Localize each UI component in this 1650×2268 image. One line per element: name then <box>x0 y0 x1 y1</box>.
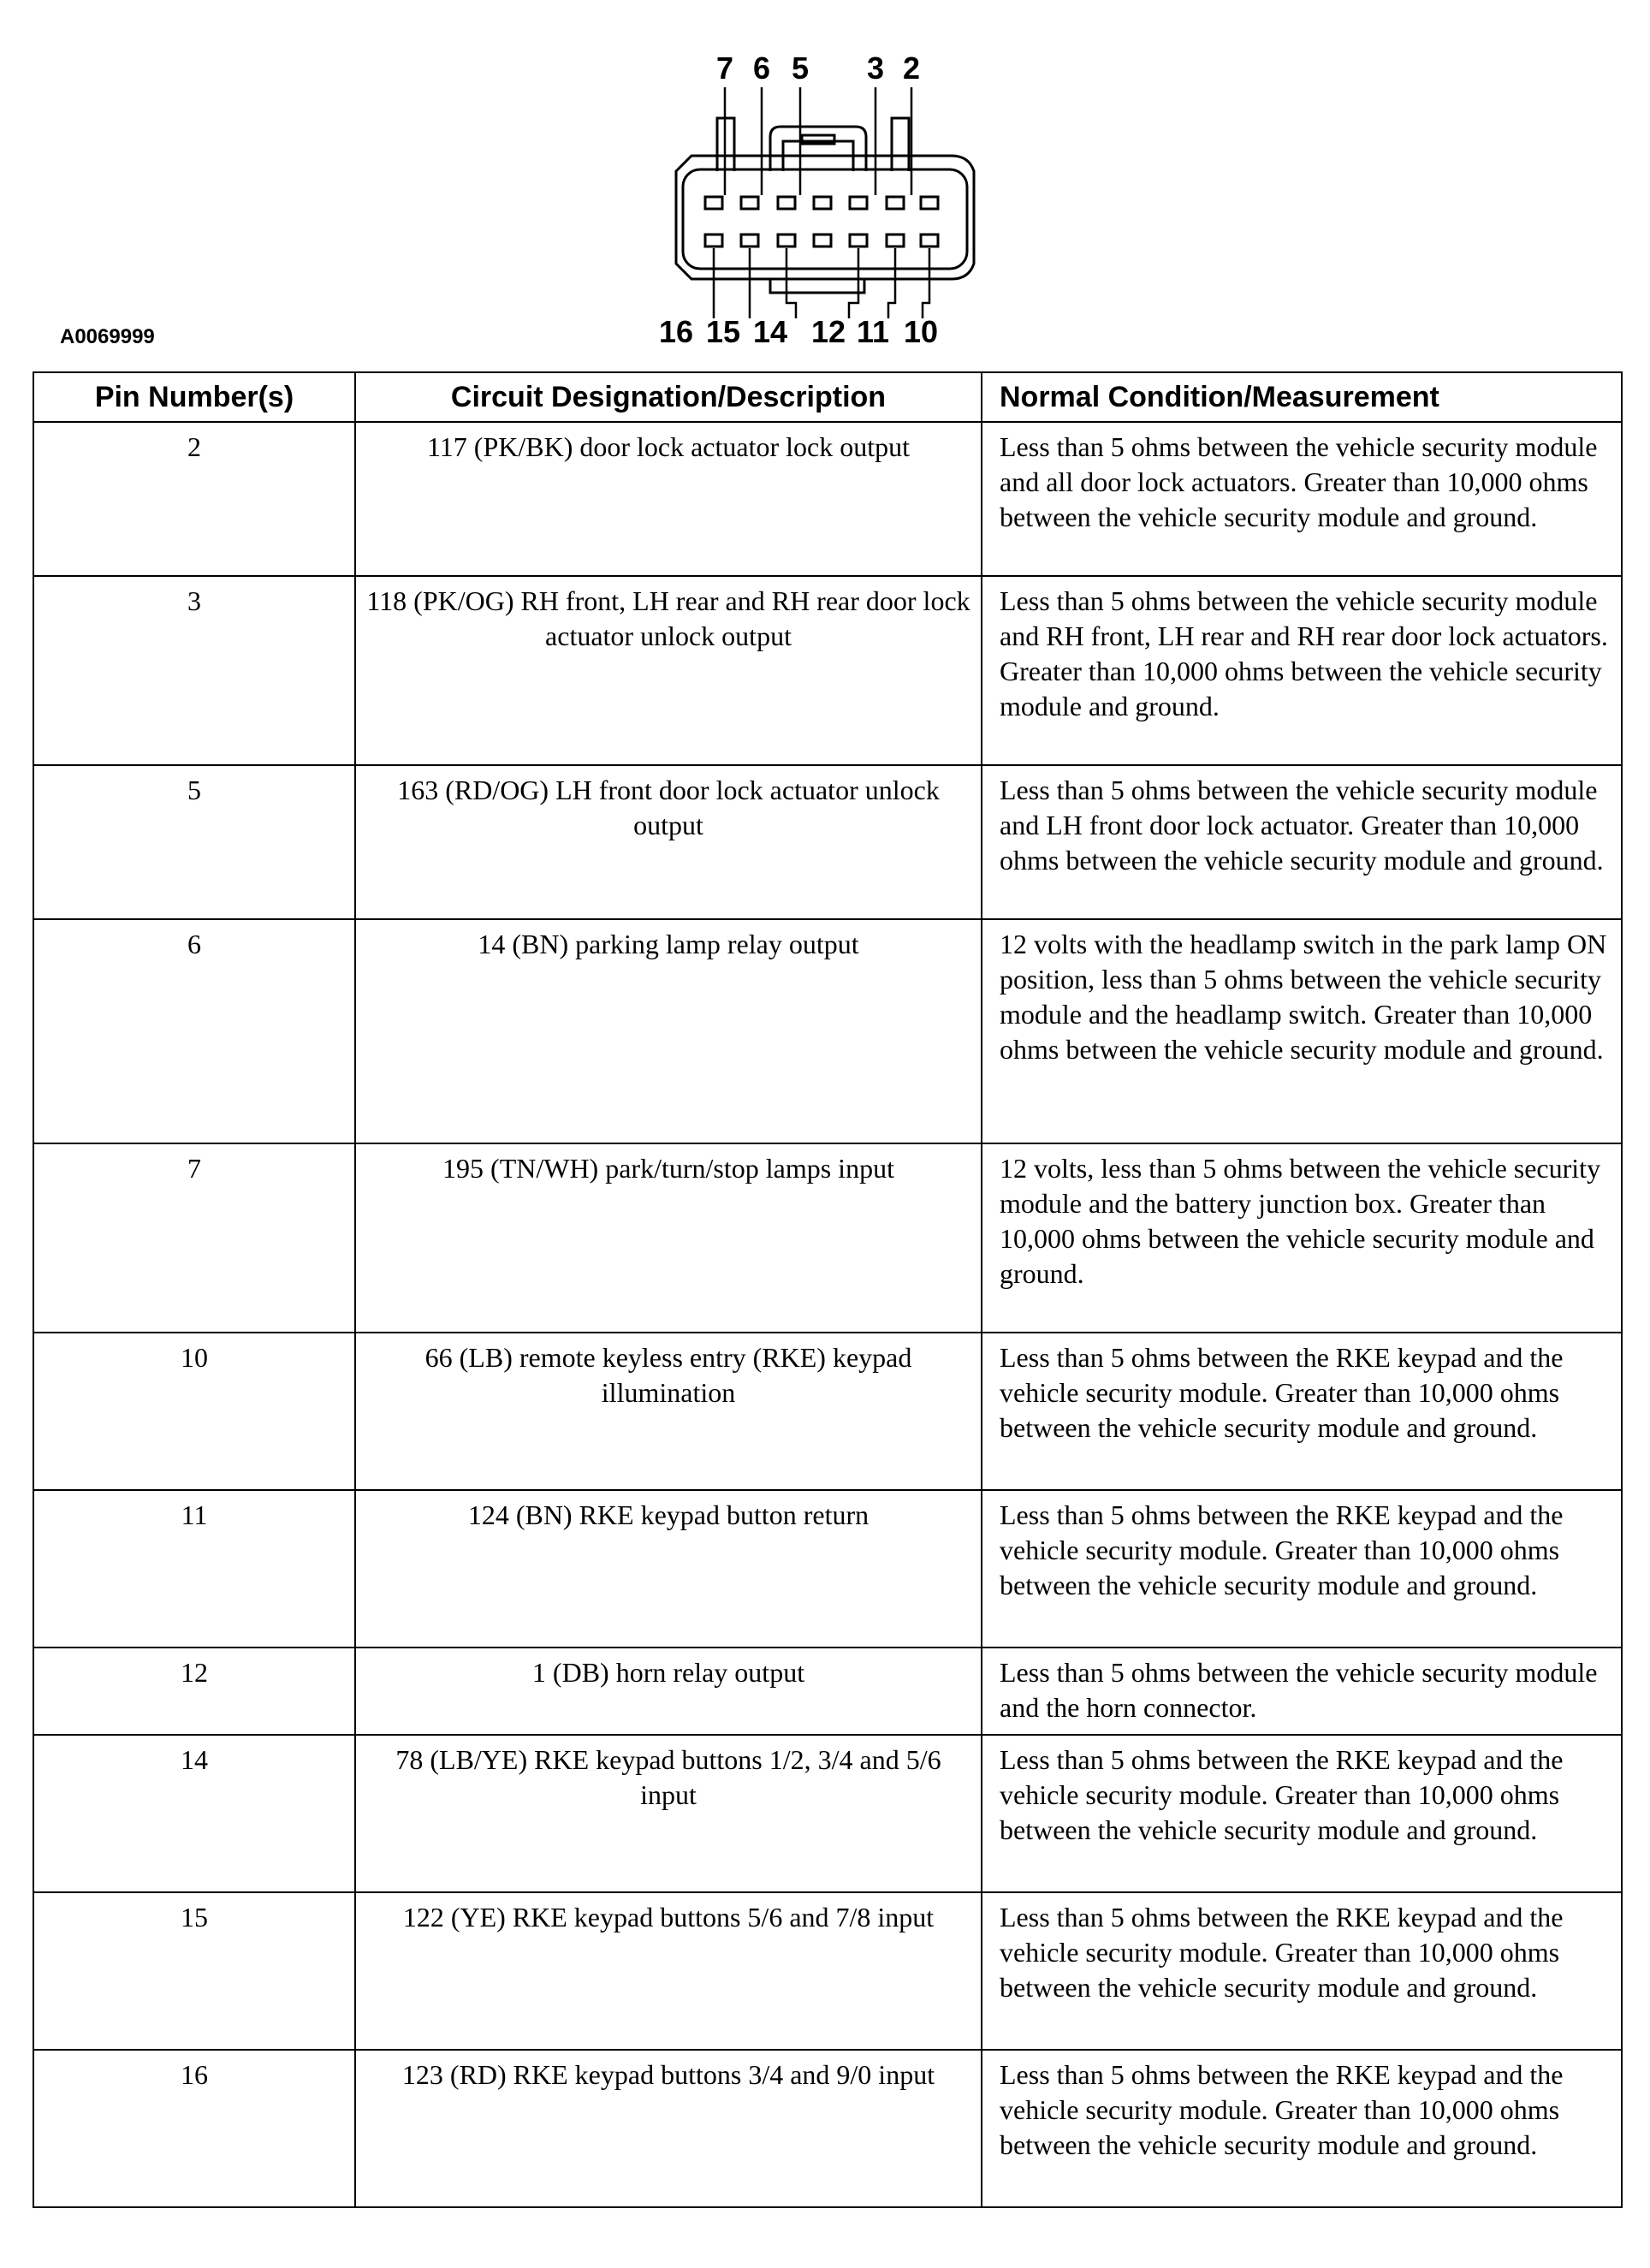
table-row <box>33 2050 1622 2207</box>
table-header-row <box>33 372 1622 422</box>
pin-number-cell: 14 <box>33 1735 355 1892</box>
table-row <box>33 576 1622 765</box>
figure-reference-id: A0069999 <box>60 325 155 348</box>
pin-label-14: 14 <box>752 314 788 349</box>
circuit-cell: 1 (DB) horn relay output <box>355 1648 982 1735</box>
condition-cell: Less than 5 ohms between the vehicle security module and the horn connector. <box>982 1648 1622 1735</box>
pin-number-cell: 16 <box>33 2050 355 2207</box>
pin-label-16: 16 <box>658 314 694 349</box>
circuit-cell: 78 (LB/YE) RKE keypad buttons 1/2, 3/4 and 5/6 input <box>355 1735 982 1892</box>
pin-label-6: 6 <box>752 51 771 86</box>
condition-cell: Less than 5 ohms between the RKE keypad and the vehicle security module. Greater than 10,000 ohms between the vehicle security module and ground. <box>982 1735 1622 1892</box>
pin-number-cell: 10 <box>33 1333 355 1490</box>
header-condition: Normal Condition/Measurement <box>982 372 1622 422</box>
pin-label-5: 5 <box>791 51 810 86</box>
pin-number-cell: 11 <box>33 1490 355 1648</box>
pin-number-cell: 6 <box>33 919 355 1143</box>
condition-cell: Less than 5 ohms between the vehicle security module and LH front door lock actuator. Greater than 10,000 ohms between the vehicle security module and ground. <box>982 765 1622 919</box>
condition-cell: 12 volts, less than 5 ohms between the vehicle security module and the battery junction box. Greater than 10,000 ohms between the vehicle security module and ground. <box>982 1143 1622 1333</box>
pin-label-15: 15 <box>705 314 741 349</box>
circuit-cell: 118 (PK/OG) RH front, LH rear and RH rear door lock actuator unlock output <box>355 576 982 765</box>
circuit-cell: 122 (YE) RKE keypad buttons 5/6 and 7/8 input <box>355 1892 982 2050</box>
pin-number-cell: 2 <box>33 422 355 576</box>
pin-label-7: 7 <box>715 51 734 86</box>
circuit-cell: 14 (BN) parking lamp relay output <box>355 919 982 1143</box>
table-row <box>33 1735 1622 1892</box>
table-row <box>33 1143 1622 1333</box>
pin-leader-lines <box>714 87 929 318</box>
circuit-cell: 117 (PK/BK) door lock actuator lock output <box>355 422 982 576</box>
pin-number-cell: 7 <box>33 1143 355 1333</box>
table-row <box>33 1892 1622 2050</box>
table-row <box>33 765 1622 919</box>
condition-cell: Less than 5 ohms between the RKE keypad and the vehicle security module. Greater than 10,000 ohms between the vehicle security module and ground. <box>982 2050 1622 2207</box>
condition-cell: Less than 5 ohms between the vehicle security module and RH front, LH rear and RH rear door lock actuators. Greater than 10,000 ohms between the vehicle security module and ground. <box>982 576 1622 765</box>
circuit-cell: 66 (LB) remote keyless entry (RKE) keypad illumination <box>355 1333 982 1490</box>
pin-number-cell: 12 <box>33 1648 355 1735</box>
pin-description-table <box>33 371 1623 2208</box>
condition-cell: Less than 5 ohms between the RKE keypad and the vehicle security module. Greater than 10,000 ohms between the vehicle security module and ground. <box>982 1333 1622 1490</box>
condition-cell: 12 volts with the headlamp switch in the park lamp ON position, less than 5 ohms between the vehicle security module and the headlamp switch. Greater than 10,000 ohms between the vehicle security module and ground. <box>982 919 1622 1143</box>
table-row <box>33 422 1622 576</box>
circuit-cell: 163 (RD/OG) LH front door lock actuator unlock output <box>355 765 982 919</box>
circuit-cell: 123 (RD) RKE keypad buttons 3/4 and 9/0 input <box>355 2050 982 2207</box>
condition-cell: Less than 5 ohms between the vehicle security module and all door lock actuators. Greater than 10,000 ohms between the vehicle security module and ground. <box>982 422 1622 576</box>
circuit-cell: 124 (BN) RKE keypad button return <box>355 1490 982 1648</box>
pin-number-cell: 3 <box>33 576 355 765</box>
condition-cell: Less than 5 ohms between the RKE keypad and the vehicle security module. Greater than 10,000 ohms between the vehicle security module and ground. <box>982 1490 1622 1648</box>
pin-label-10: 10 <box>903 314 939 349</box>
table-row <box>33 919 1622 1143</box>
pin-label-11: 11 <box>856 314 890 349</box>
table-row <box>33 1333 1622 1490</box>
table-row <box>33 1490 1622 1648</box>
header-circuit: Circuit Designation/Description <box>355 372 982 422</box>
table-row <box>33 1648 1622 1735</box>
pin-number-cell: 15 <box>33 1892 355 2050</box>
pin-label-3: 3 <box>866 51 885 86</box>
pin-label-2: 2 <box>902 51 921 86</box>
pin-label-12: 12 <box>810 314 846 349</box>
connector-diagram <box>633 51 1010 351</box>
condition-cell: Less than 5 ohms between the RKE keypad and the vehicle security module. Greater than 10,000 ohms between the vehicle security module and ground. <box>982 1892 1622 2050</box>
header-pin-number: Pin Number(s) <box>33 372 355 422</box>
pin-number-cell: 5 <box>33 765 355 919</box>
circuit-cell: 195 (TN/WH) park/turn/stop lamps input <box>355 1143 982 1333</box>
